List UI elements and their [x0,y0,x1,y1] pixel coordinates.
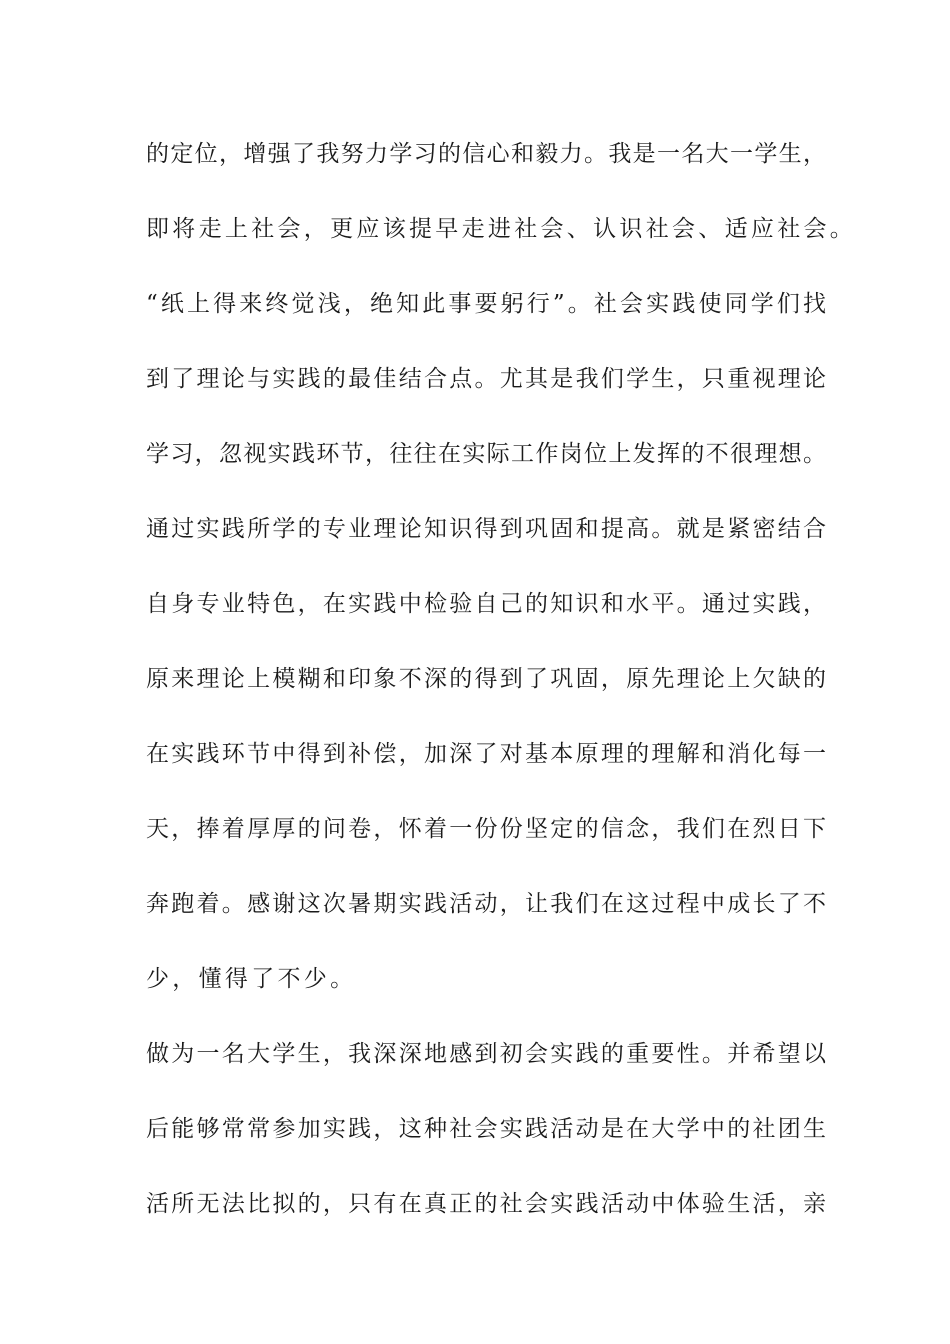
text-line-14: 后能够常常参加实践，这种社会实践活动是在大学中的社团生 [146,1116,826,1142]
text-line-1: 的定位，增强了我努力学习的信心和毅力。我是一名大一学生， [146,141,826,167]
text-line-15: 活所无法比拟的，只有在真正的社会实践活动中体验生活，亲 [146,1191,826,1217]
text-line-6: 通过实践所学的专业理论知识得到巩固和提高。就是紧密结合 [146,516,826,542]
body-text [146,130,857,1255]
text-line-12: 少，懂得了不少。 [146,966,357,992]
text-line-2: 即将走上社会，更应该提早走进社会、认识社会、适应社会。 [146,216,857,242]
text-line-4: 到了理论与实践的最佳结合点。尤其是我们学生，只重视理论 [146,366,826,392]
text-line-9: 在实践环节中得到补偿，加深了对基本原理的理解和消化每一 [146,741,826,767]
text-line-8: 原来理论上模糊和印象不深的得到了巩固，原先理论上欠缺的 [146,666,826,692]
text-line-3: “纸上得来终觉浅，绝知此事要躬行”。社会实践使同学们找 [146,291,826,317]
text-line-13: 做为一名大学生，我深深地感到初会实践的重要性。并希望以 [146,1041,826,1067]
text-line-11: 奔跑着。感谢这次暑期实践活动，让我们在这过程中成长了不 [146,891,826,917]
text-line-10: 天，捧着厚厚的问卷，怀着一份份坚定的信念，我们在烈日下 [146,816,826,842]
text-line-7: 自身专业特色，在实践中检验自己的知识和水平。通过实践， [146,591,826,617]
text-line-5: 学习，忽视实践环节，往往在实际工作岗位上发挥的不很理想。 [146,441,826,467]
